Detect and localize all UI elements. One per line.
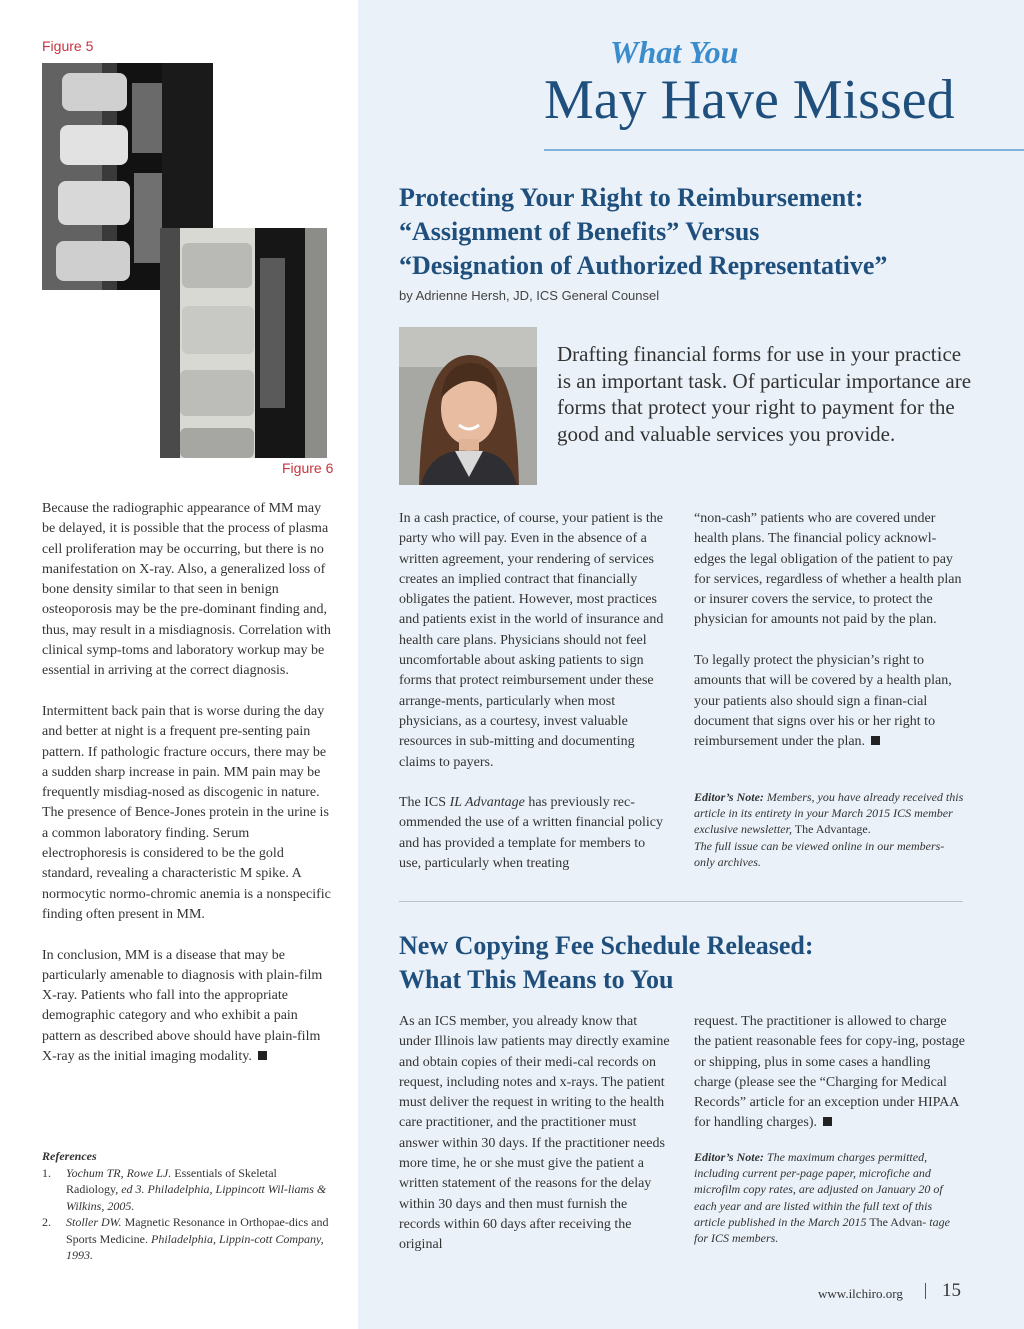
headline-line: “Designation of Authorized Representative” xyxy=(399,251,888,280)
author-portrait xyxy=(399,327,537,485)
reference-details: ed 3. Philadelphia, Lippincott Wil-liams & Wilkins, 2005. xyxy=(66,1182,327,1213)
headline-line: New Copying Fee Schedule Released: xyxy=(399,931,814,960)
reference-title: Essentials of Skeletal Radiology, xyxy=(66,1165,277,1196)
left-paragraph: Because the radiographic appearance of MM may be delayed, it is possible that the process of plasma cell proliferation may be occurring, but there is no manifestation on X-ray. Also, a generalized loss of bone density similar to that seen in benign osteoporosis may be the pre-dominant finding and, thus, may result in a misdiagnosis. Correlation with clinical symp-toms and laboratory workup may be essential in arriving at the correct diagnosis. xyxy=(42,501,331,679)
figure6-xray-image xyxy=(160,228,327,458)
article2-column1 xyxy=(399,1012,671,1276)
reference-authors: Stoller DW. xyxy=(66,1215,122,1229)
section-title: May Have Missed xyxy=(544,69,955,131)
references-title: References xyxy=(42,1149,97,1163)
end-of-article-mark xyxy=(871,736,880,745)
reference-item xyxy=(42,1214,332,1264)
footer-website-link[interactable]: www.ilchiro.org xyxy=(818,1286,903,1301)
publication-name: The Advan- xyxy=(866,1214,927,1229)
article1-headline xyxy=(399,181,979,283)
article2-headline xyxy=(399,929,979,997)
text-span: The ICS xyxy=(399,795,450,811)
text-span: has previously rec-ommended the use of a written financial policy and has provided a template for members to use, particularly when treating xyxy=(399,795,663,872)
end-of-article-mark xyxy=(823,1117,832,1126)
left-paragraph-text: In conclusion, MM is a disease that may be particularly amenable to diagnosis with plain-film X-ray. Patients who fall into the appropriate demographic category and who exhibit a pain pattern as described above should have plain-film X-ray as the initial imaging modality. xyxy=(42,947,323,1065)
editor-note-text: The full issue can be viewed online in our members-only archives. xyxy=(694,838,945,869)
page-number: 15 xyxy=(942,1280,961,1301)
article1-editor-note xyxy=(694,789,964,870)
section-kicker: What You xyxy=(610,34,739,70)
text-span: To legally protect the physician’s right to amounts that will be covered by a health plan, your patients also should sign a finan-cial document that signs over his or her right to reimbursement under the plan. xyxy=(694,653,952,750)
references xyxy=(42,1148,332,1264)
reference-authors: Yochum TR, Rowe LJ. xyxy=(66,1165,172,1180)
end-of-article-mark xyxy=(258,1051,267,1060)
article1-byline: by Adrienne Hersh, JD, ICS General Counsel xyxy=(399,288,660,303)
reference-number: 2. xyxy=(42,1215,51,1229)
editor-note-label: Editor’s Note: xyxy=(694,1150,764,1164)
article1-column2 xyxy=(694,509,964,773)
article2-column2 xyxy=(694,1012,966,1154)
reference-number: 1. xyxy=(42,1165,51,1180)
editor-note-text: Members, you have already received this article in its entirety in your March 2015 ICS member exclusive newsletter, xyxy=(694,790,964,837)
text-span: request. The practitioner is allowed to charge the patient reasonable fees for copy-ing, postage or shipping, plus in some cases a handling charge (please see the “Charging for Medical Records” article for an exception under HIPAA for handling charges). xyxy=(694,1014,965,1131)
headline-line: “Assignment of Benefits” Versus xyxy=(399,217,760,246)
article2-paragraph: As an ICS member, you already know that under Illinois law patients may directly examine and obtain copies of their medi-cal records on request, including notes and x-rays. The patient must deliver the request in writing to the health care practitioner, and the practitioner must answer within 30 days. If the practitioner needs more time, he or she must give the patient a written statement of the reasons for the delay within 30 days and then must furnish the records within 60 days after receiving the original xyxy=(399,1014,670,1253)
article-divider xyxy=(399,901,963,902)
reference-item xyxy=(42,1165,332,1215)
editor-note-label: Editor’s Note: xyxy=(694,790,764,804)
article2-paragraph xyxy=(694,1012,966,1134)
left-paragraph: Intermittent back pain that is worse during the day and better at night is a frequent pre-senting pain pattern. If pathologic fracture occurs, there may be a sudden sharp increase in pain. MM pain may be frequently misdiag-nosed as discogenic in nature. The presence of Bence-Jones protein in the urine is a common laboratory finding. Serum electrophoresis is considered to be the gold standard, revealing a characteristic M spike. A normocytic normo-chromic anemia is a nonspecific finding often present in MM. xyxy=(42,703,331,922)
masthead-rule xyxy=(544,149,1024,151)
headline-line: Protecting Your Right to Reimbursement: xyxy=(399,183,864,212)
article2-editor-note xyxy=(694,1149,964,1246)
publication-name: The Advantage. xyxy=(791,822,871,837)
article1-paragraph: “non-cash” patients who are covered under health plans. The financial policy acknowl-edges the legal obligation of the patient to pay for services, regardless of whether a health plan or insurer covers the service, to protect the physician for amounts not paid by the plan. xyxy=(694,511,962,628)
editor-note-text: The maximum charges permitted, including current per-page paper, microfiche and microfilm copy rates, are adjusted on January 20 of each year and are listed within the full text of this article published in the March 2015 xyxy=(694,1150,943,1229)
footer-separator xyxy=(925,1283,926,1299)
article1-paragraph xyxy=(694,651,964,752)
publication-name: IL Advantage xyxy=(449,795,525,811)
figure5-label: Figure 5 xyxy=(42,38,94,54)
article1-paragraph: In a cash practice, of course, your patient is the party who will pay. Even in the absence of a written agreement, your rendering of services creates an implied contract that financially obligates the patient. However, most practices and patients exist in the world of insurance and health care plans. Physicians should not feel uncomfortable about asking patients to sign forms that protect reimbursement under these arrange-ments, particularly when most physicians, as a courtesy, invest valuable resources in sub-mitting and documenting claims to payers. xyxy=(399,511,664,770)
figure6-label: Figure 6 xyxy=(282,460,334,476)
headline-line: What This Means to You xyxy=(399,965,674,994)
article1-lede: Drafting financial forms for use in your practice is an important task. Of particular importance are forms that protect your right to payment for the good and valuable services you provide. xyxy=(557,342,972,446)
editor-note-text: tage for ICS members. xyxy=(694,1214,950,1246)
article1-column1 xyxy=(399,509,667,895)
left-article-body xyxy=(42,499,332,1088)
reference-title: Magnetic Resonance in Orthopae-dics and Sports Medicine. xyxy=(66,1215,329,1246)
left-paragraph xyxy=(42,946,332,1068)
article1-paragraph xyxy=(399,793,667,874)
reference-details: Philadelphia, Lippin-cott Company, 1993. xyxy=(66,1231,324,1262)
